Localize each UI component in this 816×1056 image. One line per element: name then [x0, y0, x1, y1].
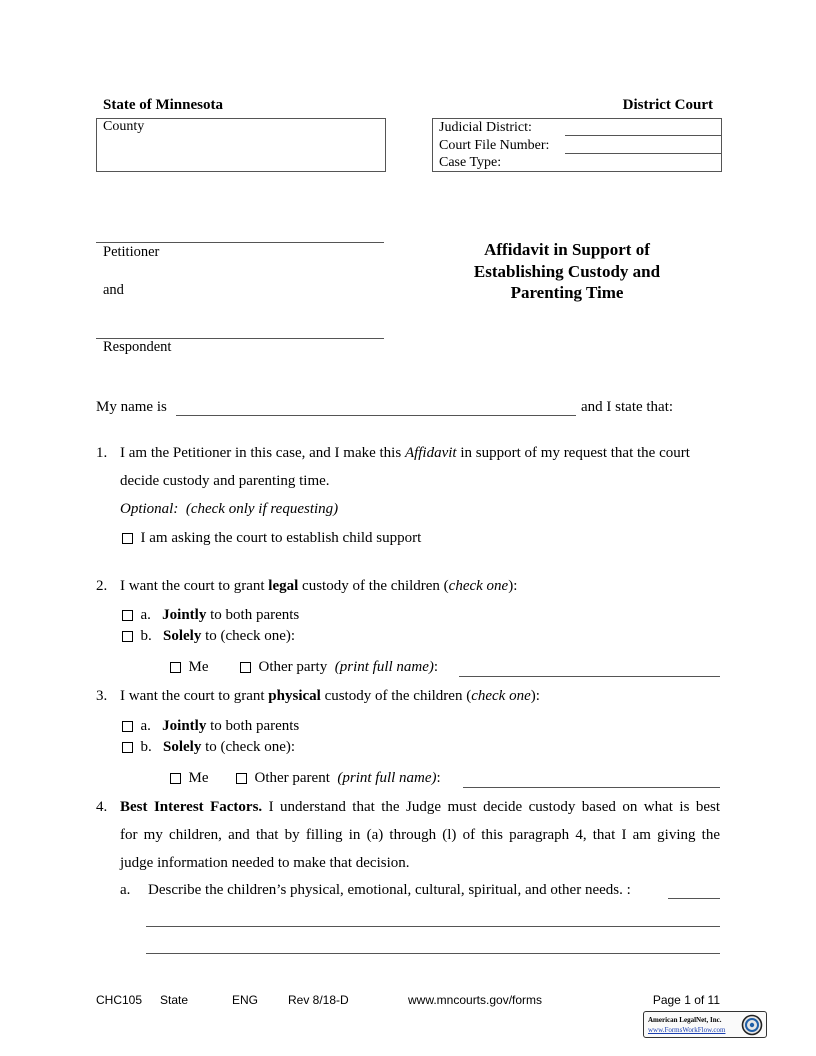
physical-other-parent-name-field[interactable]: [463, 787, 720, 788]
item2-text: I want the court to grant legal custody of the children (check one):: [120, 578, 518, 594]
item2-number: 2.: [96, 578, 108, 594]
legal-solely-option: b. Solely to (check one):: [122, 628, 295, 645]
item4-line2: for my children, and that by filling in (a) through (l) of this paragraph 4, that I am giving the: [120, 827, 720, 843]
case-type-field[interactable]: [565, 171, 721, 172]
item1-number: 1.: [96, 445, 108, 461]
needs-answer-line-1[interactable]: [668, 898, 720, 899]
and-label: and: [103, 282, 124, 298]
item3-text: I want the court to grant physical custody of the children (check one):: [120, 688, 540, 704]
case-info-box: [432, 118, 722, 172]
physical-me-option: Me: [170, 770, 209, 787]
item4-number: 4.: [96, 799, 108, 815]
physical-other-parent-checkbox[interactable]: [236, 773, 247, 784]
item4a-letter: a.: [120, 882, 131, 898]
legal-jointly-option: a. Jointly to both parents: [122, 607, 299, 624]
footer-language: ENG: [232, 993, 259, 1007]
legal-jointly-checkbox[interactable]: [122, 610, 133, 621]
physical-solely-option: b. Solely to (check one):: [122, 739, 295, 756]
legal-me-option: Me: [170, 659, 209, 676]
item3-number: 3.: [96, 688, 108, 704]
legal-other-party-name-field[interactable]: [459, 676, 720, 677]
item4-line3: judge information needed to make that decision.: [120, 855, 410, 871]
legalnet-logo[interactable]: [643, 1011, 767, 1038]
footer-jurisdiction: State: [160, 993, 189, 1007]
physical-jointly-checkbox[interactable]: [122, 721, 133, 732]
child-support-checkbox[interactable]: [122, 533, 133, 544]
judicial-district-label: Judicial District:: [439, 120, 532, 135]
footer-page-number: Page 1 of 11: [652, 993, 720, 1007]
item1-line1: I am the Petitioner in this case, and I make this Affidavit in support of my request that the court: [120, 445, 690, 461]
physical-me-checkbox[interactable]: [170, 773, 181, 784]
physical-jointly-option: a. Jointly to both parents: [122, 718, 299, 735]
physical-other-parent-option: Other parent (print full name):: [236, 770, 441, 787]
court-file-number-label: Court File Number:: [439, 137, 550, 153]
judicial-district-field[interactable]: [565, 135, 721, 136]
title-line-1: Affidavit in Support of: [484, 240, 650, 259]
legal-solely-checkbox[interactable]: [122, 631, 133, 642]
case-type-label: Case Type:: [439, 155, 502, 170]
footer-revision: Rev 8/18-D: [288, 993, 349, 1007]
petitioner-name-line[interactable]: [96, 242, 384, 243]
legal-me-checkbox[interactable]: [170, 662, 181, 673]
child-support-option: [122, 530, 421, 547]
respondent-label: Respondent: [103, 339, 172, 355]
petitioner-label: Petitioner: [103, 244, 160, 260]
item4a-text: Describe the children’s physical, emotional, cultural, spiritual, and other needs. :: [148, 882, 631, 898]
legal-other-party-option: Other party (print full name):: [240, 659, 438, 676]
intro-prefix: My name is: [96, 399, 167, 415]
globe-icon: [741, 1014, 763, 1036]
intro-suffix: and I state that:: [581, 399, 674, 415]
court-file-number-field[interactable]: [565, 153, 721, 154]
physical-solely-checkbox[interactable]: [122, 742, 133, 753]
logo-website: www.FormsWorkFlow.com: [648, 1026, 726, 1034]
needs-answer-line-3[interactable]: [146, 953, 720, 954]
legal-other-party-checkbox[interactable]: [240, 662, 251, 673]
footer-website[interactable]: www.mncourts.gov/forms: [408, 993, 543, 1007]
item1-line2: decide custody and parenting time.: [120, 473, 330, 489]
name-field[interactable]: [176, 415, 576, 416]
county-label: County: [103, 119, 145, 134]
footer-form-code: CHC105: [96, 993, 143, 1007]
logo-company: American LegalNet, Inc.: [648, 1016, 722, 1024]
title-line-3: Parenting Time: [510, 283, 624, 302]
state-heading: State of Minnesota: [103, 97, 223, 113]
document-title: [430, 239, 704, 304]
child-support-label: I am asking the court to establish child support: [140, 530, 422, 546]
court-heading: District Court: [622, 97, 713, 113]
item1-optional: Optional: (check only if requesting): [120, 501, 339, 517]
item4-line1: Best Interest Factors. I understand that the Judge must decide custody based on what is best: [120, 799, 721, 815]
title-line-2: Establishing Custody and: [473, 261, 661, 281]
county-box[interactable]: [96, 118, 386, 172]
needs-answer-line-2[interactable]: [146, 926, 720, 927]
